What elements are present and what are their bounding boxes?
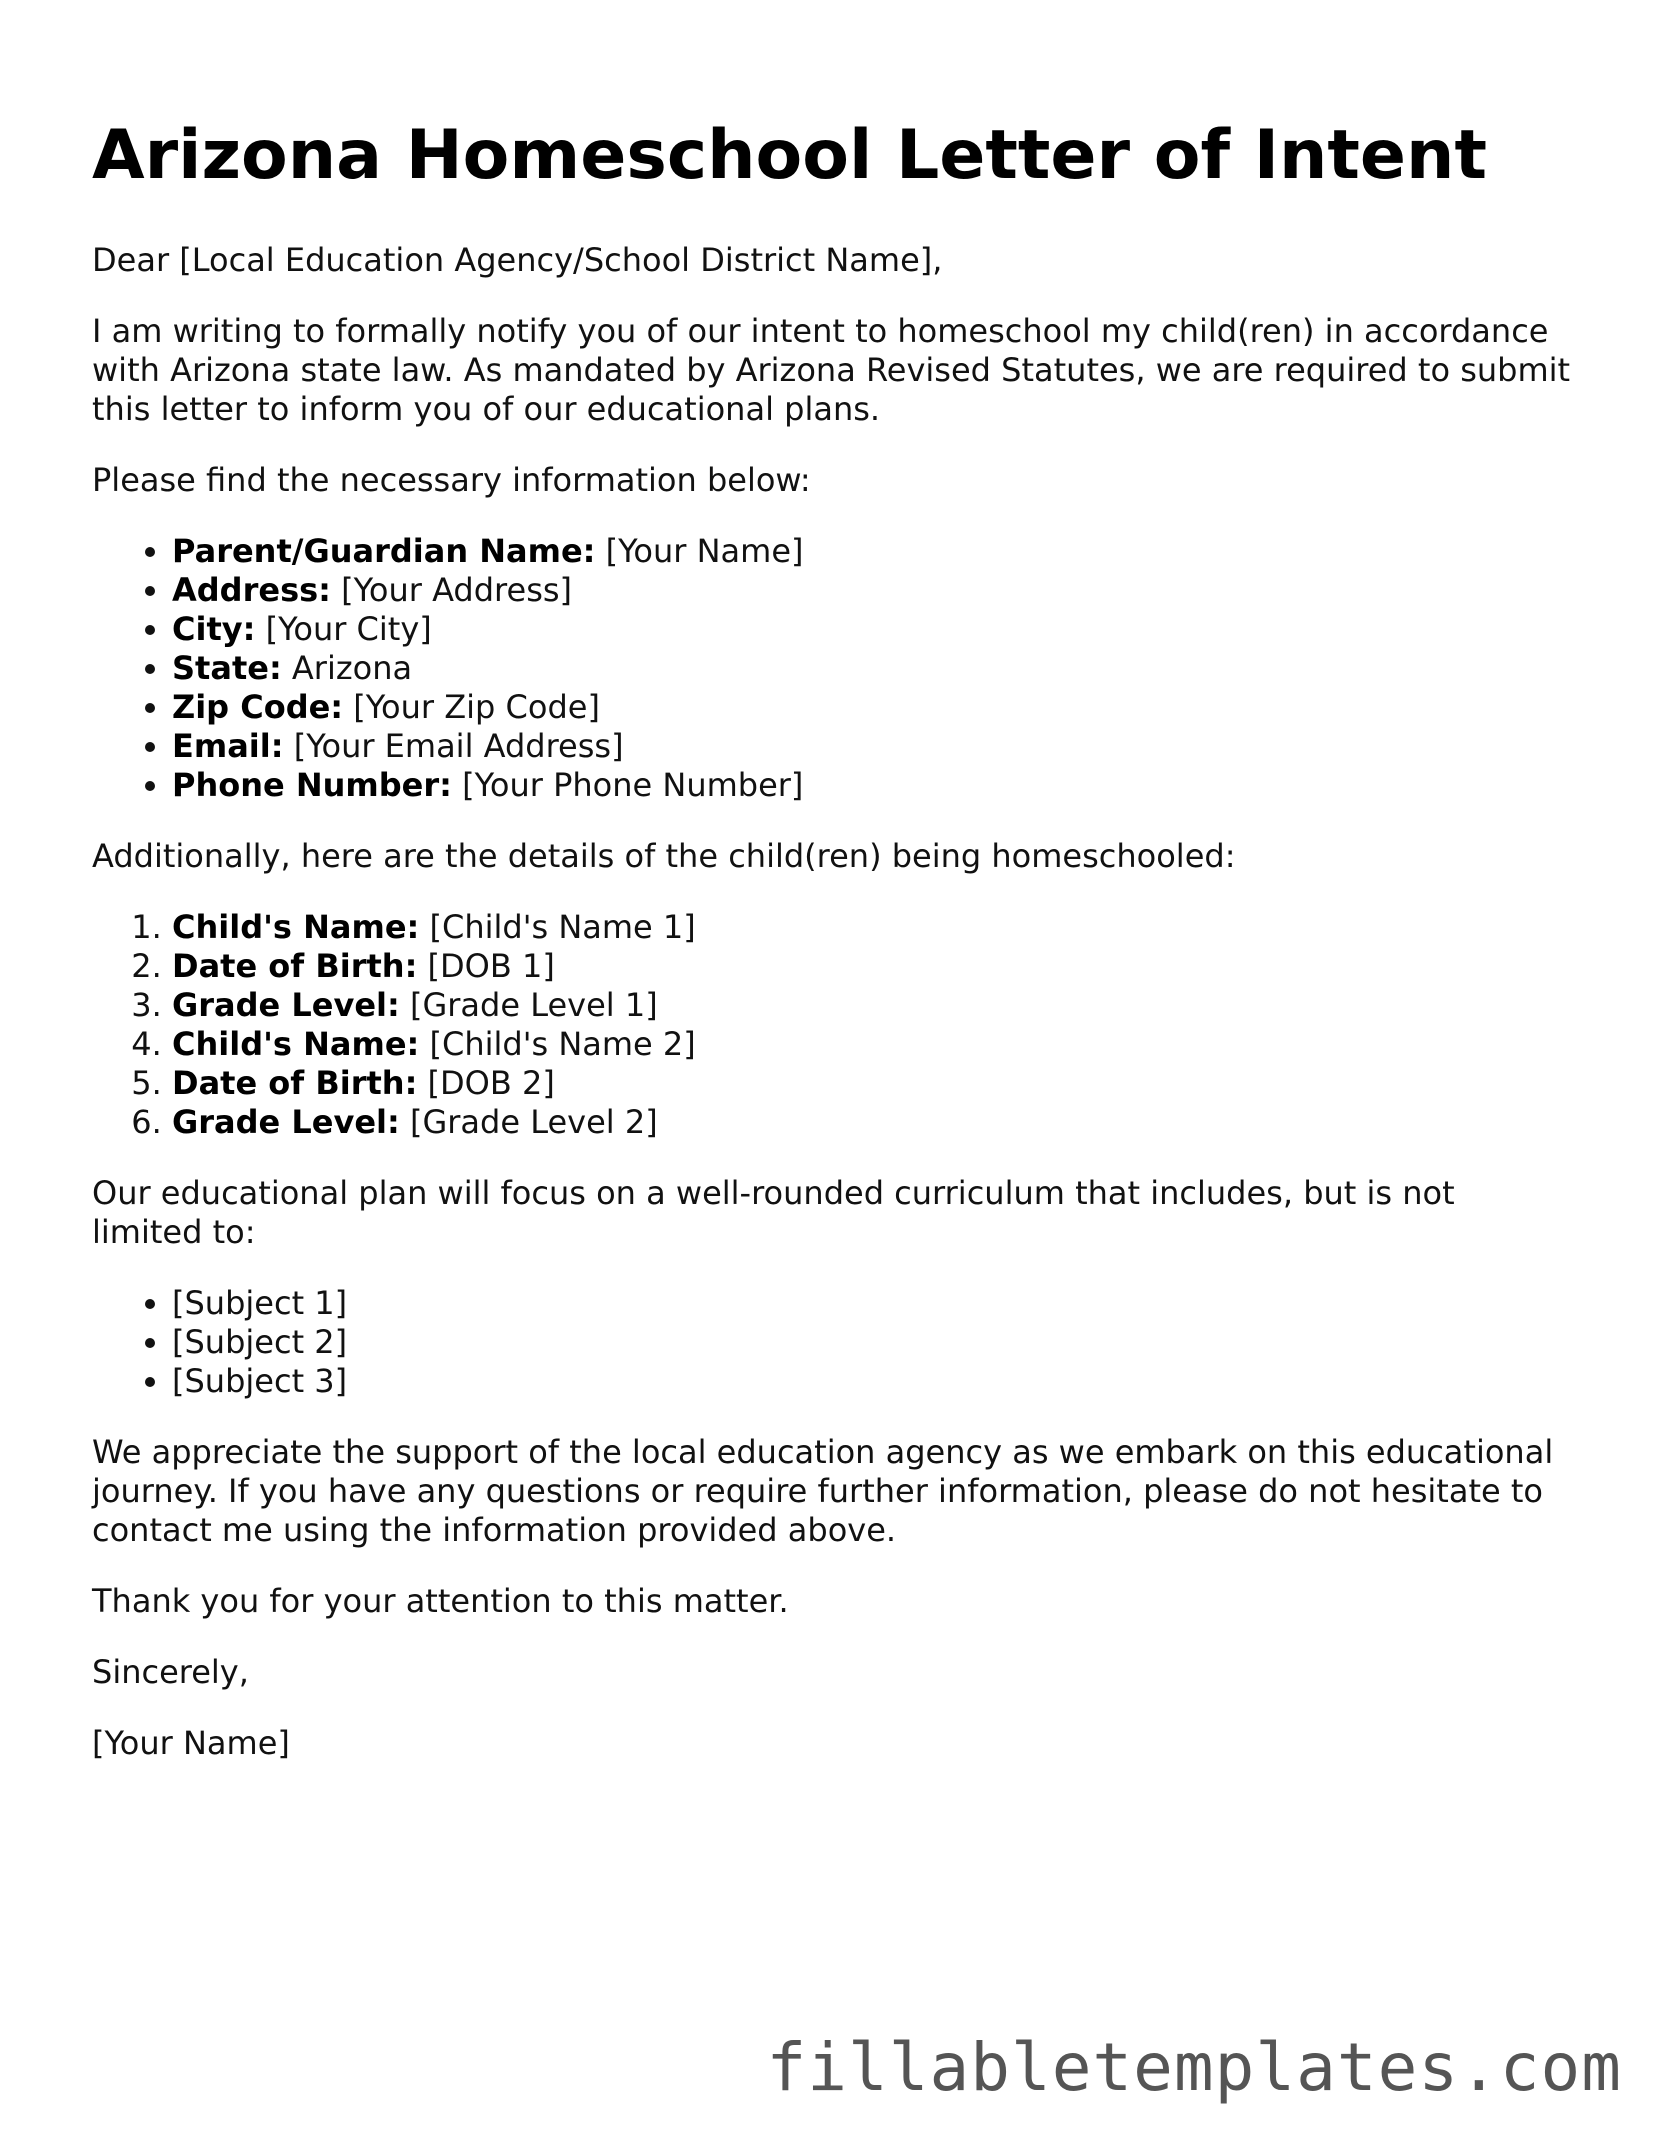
closing-line: Sincerely, <box>92 1653 249 1691</box>
list-item <box>172 532 1572 571</box>
field-label: Child's Name: <box>172 1025 420 1063</box>
info-intro: Please find the necessary information below: <box>92 461 811 499</box>
list-item: • [Subject 3] <box>172 1362 1572 1401</box>
thanks-line: Thank you for your attention to this matter. <box>92 1582 789 1620</box>
field-value: [Your City] <box>265 610 432 648</box>
field-value: Arizona <box>291 649 413 687</box>
list-item <box>172 908 1572 947</box>
field-value: [Your Name] <box>605 532 804 570</box>
field-label: Date of Birth: <box>172 947 418 985</box>
field-label: Date of Birth: <box>172 1064 418 1102</box>
field-label: State: <box>172 649 282 687</box>
field-label: Grade Level: <box>172 986 400 1024</box>
list-item <box>172 1025 1572 1064</box>
field-value: [Your Phone Number] <box>462 766 804 804</box>
field-value: [Grade Level 1] <box>409 986 658 1024</box>
field-label: Phone Number: <box>172 766 452 804</box>
contact-info-list <box>92 532 1572 805</box>
list-item <box>172 649 1572 688</box>
list-item <box>172 1064 1572 1103</box>
page-title: Arizona Homeschool Letter of Intent <box>92 116 1487 195</box>
list-item: • [Subject 2] <box>172 1323 1572 1362</box>
field-value: [Your Address] <box>341 571 573 609</box>
salutation: Dear [Local Education Agency/School District Name], <box>92 241 943 279</box>
subjects-list <box>92 1284 1572 1401</box>
children-intro: Additionally, here are the details of the child(ren) being homeschooled: <box>92 837 1236 875</box>
field-label: Email: <box>172 727 284 765</box>
children-details-list <box>92 908 1572 1142</box>
appreciation-paragraph: We appreciate the support of the local education agency as we embark on this educational journey. If you have any questions or require further information, please do not hesitate to contact me using the information provided above. <box>92 1433 1554 1549</box>
intro-paragraph: I am writing to formally notify you of our intent to homeschool my child(ren) in accordance with Arizona state law. As mandated by Arizona Revised Statutes, we are required to submit this letter to inform you of our educational plans. <box>92 312 1571 428</box>
watermark: fillabletemplates.com <box>766 2029 1622 2106</box>
list-item <box>172 947 1572 986</box>
field-value: [DOB 1] <box>427 947 555 985</box>
signature-line: [Your Name] <box>92 1724 290 1762</box>
field-label: Parent/Guardian Name: <box>172 532 596 570</box>
field-label: Address: <box>172 571 331 609</box>
field-value: [DOB 2] <box>427 1064 555 1102</box>
list-item <box>172 766 1572 805</box>
field-label: Child's Name: <box>172 908 420 946</box>
field-value: [Child's Name 1] <box>429 908 696 946</box>
field-label: City: <box>172 610 256 648</box>
list-item <box>172 727 1572 766</box>
list-item <box>172 610 1572 649</box>
list-item: • [Subject 1] <box>172 1284 1572 1323</box>
list-item <box>172 688 1572 727</box>
field-value: [Grade Level 2] <box>409 1103 658 1141</box>
field-label: Grade Level: <box>172 1103 400 1141</box>
list-item <box>172 1103 1572 1142</box>
list-item <box>172 571 1572 610</box>
curriculum-intro: Our educational plan will focus on a well-rounded curriculum that includes, but is not limited to: <box>92 1174 1455 1251</box>
field-value: [Your Zip Code] <box>353 688 600 726</box>
field-value: [Your Email Address] <box>293 727 624 765</box>
list-item <box>172 986 1572 1025</box>
field-value: [Child's Name 2] <box>429 1025 696 1063</box>
letter-document <box>92 112 1572 1795</box>
field-label: Zip Code: <box>172 688 344 726</box>
